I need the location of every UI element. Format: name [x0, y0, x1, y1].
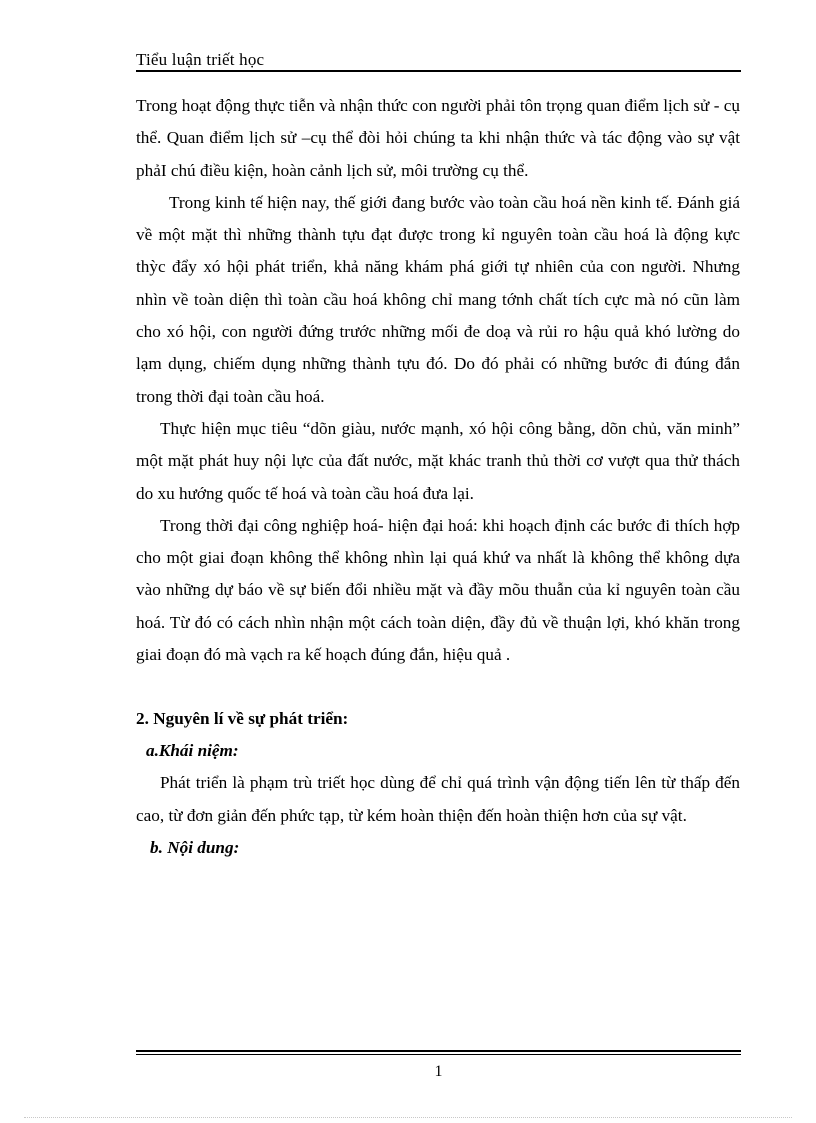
section-heading-nguyen-li-phat-trien: 2. Nguyên lí về sự phát triển: [136, 709, 349, 729]
page-header [136, 48, 741, 72]
subheading-khai-niem: a.Khái niệm: [146, 741, 239, 761]
footer-rule-secondary [136, 1054, 741, 1055]
paragraph-toan-cau-hoa: Trong kinh tế hiện nay, thế giới đang bước vào toàn cầu hoá nền kinh tế. Đánh giá về một mặt thì những thành tựu đạt được trong kỉ nguyên toàn cầu hoá là động kực thỳc đẩy xó hội phát triển, khả năng khám phá giới tự nhiên của con người. Nhưng nhìn về toàn diện thì toàn cầu hoá không chỉ mang tớnh chất tích cực mà nó cũn làm cho xó hội, con người đứng trước những mối đe doạ và rủi ro hậu quả khó lường do lạm dụng, chiếm dụng những thành tựu đó. Do đó phải có những bước đi đúng đắn trong thời đại toàn cầu hoá. [136, 192, 740, 406]
page-footer [136, 1050, 741, 1081]
header-rule [136, 70, 741, 72]
document-body [136, 90, 740, 864]
footer-rule [136, 1050, 741, 1052]
paragraph-muc-tieu: Thực hiện mục tiêu “dõn giàu, nước mạnh, xó hội công bằng, dõn chủ, văn minh” một mặt phát huy nội lực của đất nước, mặt khác tranh thủ thời cơ vượt qua thử thách do xu hướng quốc tế hoá và toàn cầu hoá đưa lại. [136, 418, 740, 503]
subheading-noi-dung: b. Nội dung: [150, 837, 240, 857]
page-number: 1 [434, 1063, 443, 1080]
paragraph-khai-niem: Phát triển là phạm trù triết học dùng để chỉ quá trình vận động tiến lên từ thấp đến cao, từ đơn giản đến phức tạp, từ kém hoàn thiện đến hoàn thiện hơn của sự vật. [136, 773, 740, 825]
page-edge-border [24, 1117, 792, 1118]
paragraph-cong-nghiep-hoa: Trong thời đại công nghiệp hoá- hiện đại hoá: khi hoạch định các bước đi thích hợp cho một giai đoạn không thể không nhìn lại quá khứ va nhất là không thể không dựa vào những dự báo về sự biến đổi nhiều mặt và đầy mõu thuẫn của kỉ nguyên toàn cầu hoá. Từ đó có cách nhìn nhận một cách toàn diện, đầy đủ về thuận lợi, khó khăn trong giai đoạn đó mà vạch ra kế hoạch đúng đắn, hiệu quả . [136, 515, 740, 665]
header-title: Tiểu luận triết học [136, 50, 265, 69]
paragraph-quan-diem-lich-su: Trong hoạt động thực tiễn và nhận thức con người phải tôn trọng quan điểm lịch sử - cụ thể. Quan điểm lịch sử –cụ thể đòi hỏi chúng ta khi nhận thức và tác động vào sự vật phảI chú điều kiện, hoàn cảnh lịch sử, môi trường cụ thể. [136, 96, 740, 180]
